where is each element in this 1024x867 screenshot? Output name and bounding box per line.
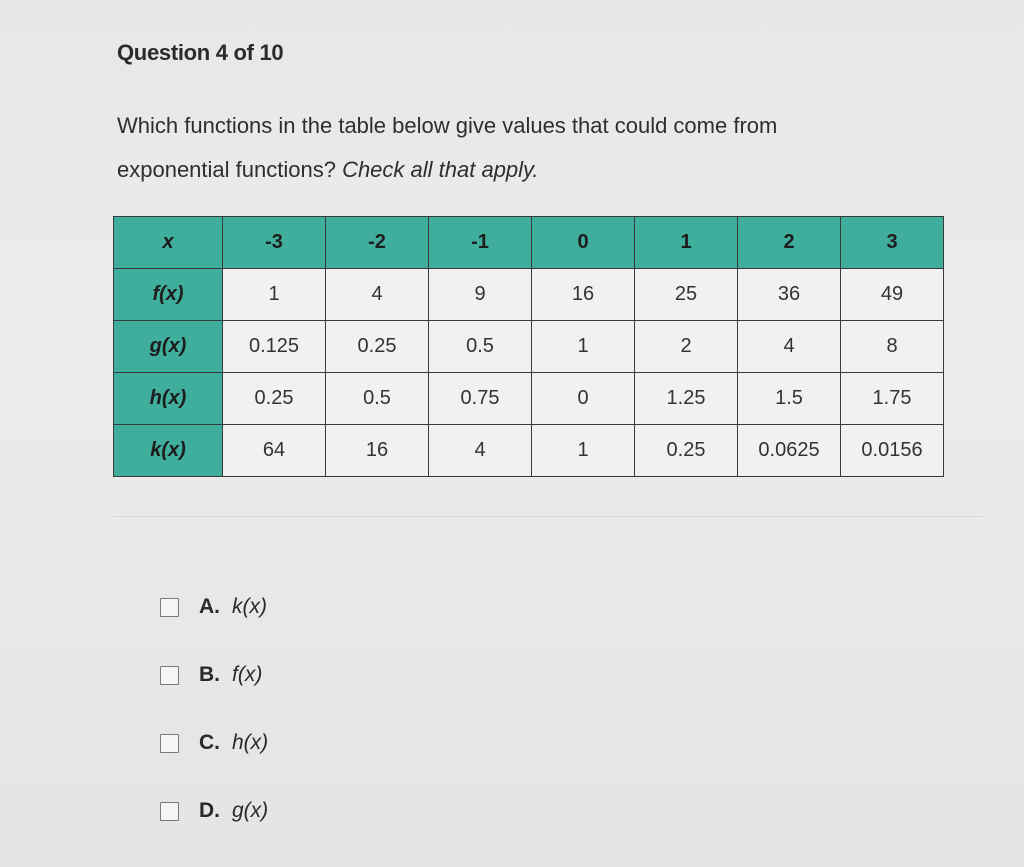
table-cell: 0.25 <box>326 321 429 373</box>
option-label: k(x) <box>232 595 267 618</box>
function-table <box>113 216 944 477</box>
table-cell: 2 <box>635 321 738 373</box>
table-cell: 9 <box>429 269 532 321</box>
table-cell: 0.0625 <box>738 425 841 477</box>
option-a[interactable] <box>160 573 268 641</box>
table-cell: 4 <box>429 425 532 477</box>
checkbox[interactable] <box>160 802 179 821</box>
header-cell: 3 <box>841 217 944 269</box>
table-cell: 0.25 <box>635 425 738 477</box>
table-cell: 1.75 <box>841 373 944 425</box>
table-cell: 0.0156 <box>841 425 944 477</box>
table-cell: 1.5 <box>738 373 841 425</box>
option-label: f(x) <box>232 663 263 686</box>
table-cell: 49 <box>841 269 944 321</box>
option-letter: C. <box>199 731 220 754</box>
question-text: Which functions in the table below give values that could come from exponential functions? <box>117 113 778 182</box>
header-cell: 1 <box>635 217 738 269</box>
checkbox[interactable] <box>160 598 179 617</box>
row-label: f(x) <box>114 269 223 321</box>
question-hint: Check all that apply. <box>342 157 539 182</box>
question-number: Question 4 of 10 <box>117 40 284 65</box>
option-d[interactable] <box>160 777 268 845</box>
table-cell: 16 <box>326 425 429 477</box>
divider <box>113 516 983 517</box>
option-letter: A. <box>199 595 220 618</box>
table-cell: 36 <box>738 269 841 321</box>
table-cell: 1 <box>532 425 635 477</box>
option-label: h(x) <box>232 731 269 754</box>
table-cell: 0 <box>532 373 635 425</box>
row-label: h(x) <box>114 373 223 425</box>
option-label: g(x) <box>232 799 269 822</box>
option-c[interactable] <box>160 709 268 777</box>
answer-options <box>160 573 268 845</box>
table-cell: 1.25 <box>635 373 738 425</box>
table-cell: 0.75 <box>429 373 532 425</box>
option-b[interactable] <box>160 641 268 709</box>
table-cell: 16 <box>532 269 635 321</box>
header-cell: -2 <box>326 217 429 269</box>
header-cell: -1 <box>429 217 532 269</box>
option-letter: B. <box>199 663 220 686</box>
table-cell: 64 <box>223 425 326 477</box>
checkbox[interactable] <box>160 734 179 753</box>
checkbox[interactable] <box>160 666 179 685</box>
table-cell: 0.25 <box>223 373 326 425</box>
header-cell: -3 <box>223 217 326 269</box>
table-row <box>114 425 944 477</box>
table-row <box>114 373 944 425</box>
row-label: g(x) <box>114 321 223 373</box>
table-cell: 0.5 <box>429 321 532 373</box>
table-cell: 8 <box>841 321 944 373</box>
row-label: k(x) <box>114 425 223 477</box>
table-cell: 0.5 <box>326 373 429 425</box>
table-cell: 4 <box>326 269 429 321</box>
table-row <box>114 321 944 373</box>
header-cell: 0 <box>532 217 635 269</box>
header-cell: 2 <box>738 217 841 269</box>
table-cell: 0.125 <box>223 321 326 373</box>
table-header-row <box>114 217 944 269</box>
table-cell: 25 <box>635 269 738 321</box>
table-row <box>114 269 944 321</box>
option-letter: D. <box>199 799 220 822</box>
header-x: x <box>114 217 223 269</box>
table-cell: 1 <box>223 269 326 321</box>
question-prompt <box>117 104 877 192</box>
table-cell: 1 <box>532 321 635 373</box>
table-cell: 4 <box>738 321 841 373</box>
